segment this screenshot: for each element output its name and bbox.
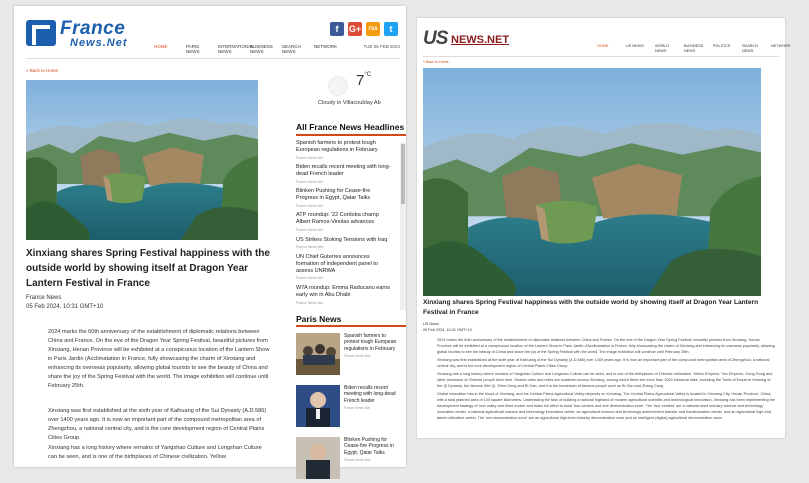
- france-news-page: [14, 6, 406, 467]
- header-divider: [423, 56, 779, 57]
- back-to-home-link[interactable]: « Back to Home: [26, 68, 59, 73]
- logo-sub-text: News.Net: [70, 37, 128, 49]
- article-paragraph: Xinxiang has a long history where remains of Yangshao Culture and Longshan Culture can be seen, and is one of the birthplaces of Chinese civilization. Yellow Emperor, Yan Emperor, Gong Gong and other ancestors of Chinese people lived here. Historic sites and relics are scattered across Xinxiang, among which there are more than 1000 historical sites, including the Tomb of Emperor Huiming of the Qi Dynasty; the famous Wei Qi, Shen Gong and Bi Gan, and it is the hometown of famous people such as Bi Gan and Zhang Cang.: [437, 372, 773, 388]
- weather-temp: $7^{^\circ C}$: [356, 72, 372, 89]
- article-paragraph: Xinxiang has a long history where remains of Yangshao Culture and Longshan Culture can be seen, and is one of the birthplaces of Chinese civilization. Yellow: [48, 445, 262, 461]
- nav-search-news[interactable]: SEARCH NEWS: [742, 44, 758, 53]
- headline-item[interactable]: UN Chief Guterres announces formation of independent panel to assess UNRWA France News Net: [296, 253, 378, 281]
- nav-paris-news[interactable]: PARIS NEWS: [186, 44, 200, 54]
- nav-network[interactable]: NETWORK: [771, 44, 791, 48]
- article-title: Xinxiang shares Spring Festival happiness with the outside world by showing itself at Dragon Year Lantern Festival in France: [26, 248, 270, 289]
- news-thumbnail: [296, 333, 340, 375]
- header-divider: [26, 58, 400, 59]
- headline-item[interactable]: Spanish farmers to protest tough European regulations in February France News Net: [296, 140, 378, 160]
- article-title: Xinxiang shares Spring Festival happiness with the outside world by showing itself at Dragon Year Lantern Festival in France: [423, 299, 759, 317]
- nav-search-news[interactable]: SEARCH NEWS: [282, 44, 301, 54]
- headline-item[interactable]: Blinken Pushing for Cease-fire Progress in Egypt, Qatar Talks France News Net: [296, 188, 371, 208]
- article-source: US News: [423, 322, 439, 326]
- cloud-icon: [330, 78, 346, 94]
- headlines-box: [296, 122, 406, 312]
- article-paragraph: Global innovation has in the blood of Xinxiang, and the Central Plains Agricultural Valley depends on Xinxiang. The Central Plains Agricultural Valley is located in Xinxiang City, Henan Province, China, with a total planned area of 100 square kilometers. Undertaking the task of building a national highland of modern agricultural scientific and technological innovation, Xinxiang has been implementing the development strategy of 'one valley and three zones' and make full effort to build 'four centers and one demonstration zone'. The 'four centers' are a national seed industry science and technology innovation center, a national agricultural science and technology innovation center, an agricultural science and technology achievement transfer and transformation center, and an agricultural high-end talent cultivation center. The 'one demonstration zone' are an agricultural high-tech industry demonstration zone and an intelligent (digital) agricultural demonstration zone.: [437, 392, 775, 420]
- headline-item[interactable]: US Strikes Stoking Tensions with Iraq France News Net: [296, 236, 388, 250]
- us-news-page: [417, 18, 791, 438]
- article-paragraph: 2024 marks the 60th anniversary of the establishment of diplomatic relations between China and France. On the eve of the Dragon Year Spring Festival, beautiful pictures from Xinxiang, Henan Province will be exhibited at a conspicuous location of the Lantern Show in Paris Jardin d'Acclimatation in France, fully showcasing the charm of Xinxiang and enhancing its overseas popularity, allowing global tourists to see the beauty of China and share the joy of the Spring Festival with the world. The image exhibition will continue until February 25th.: [437, 338, 775, 354]
- logo-news-text: NEWS.NET: [451, 34, 510, 46]
- nav-business-news[interactable]: BUSINESS NEWS: [684, 44, 704, 53]
- headline-item[interactable]: ATP roundup: '22 Cordoba champ Albert Ramos-Vinolas advances France News Net: [296, 212, 379, 233]
- article-source: France News: [26, 295, 62, 301]
- article-paragraph: Xinxiang was first established at the sixth year of Kaihuang of the Sui Dynasty (A.D.586) over 1400 years ago. It is now an important part of the compound metropolitan area of Zhengzhou, a national central city, and is the core development region of Central Plains Cities Group.: [48, 408, 267, 442]
- nav-home[interactable]: HOME: [154, 44, 168, 49]
- paris-news-box: [296, 314, 406, 464]
- nav-home[interactable]: HOME: [597, 44, 609, 48]
- nav-business-news[interactable]: BUSINESS NEWS: [250, 44, 273, 54]
- weather-condition: Cloudy in Villacoublay Ab: [318, 100, 381, 106]
- nav-world-news[interactable]: WORLD NEWS: [655, 44, 670, 53]
- nav-international-news[interactable]: INTERNATIONAL NEWS: [218, 44, 254, 54]
- facebook-icon[interactable]: f: [330, 22, 344, 36]
- logo-us-text: US: [423, 28, 448, 49]
- rss-icon[interactable]: rss: [366, 22, 380, 36]
- france-news-logo[interactable]: [26, 20, 146, 48]
- twitter-icon[interactable]: t: [384, 22, 398, 36]
- back-to-home-link[interactable]: « Back to Home: [423, 60, 449, 64]
- article-time: 05 Feb 2024, 10:31 GMT+10: [423, 328, 472, 332]
- paris-news-title: Paris News: [296, 314, 406, 327]
- news-thumbnail: [296, 437, 340, 479]
- nav-us-news[interactable]: US NEWS: [626, 44, 644, 48]
- article-hero-image: [423, 68, 761, 296]
- logo-mark-icon: [26, 20, 56, 46]
- article-paragraph: Xinxiang was first established at the sixth year of Kaihuang of the Sui Dynasty (A.D.586) over 1400 years ago. It is now an important part of the compound metropolitan area of Zhengzhou, a national central city, and is the core development region of Central Plains Cities Group.: [437, 358, 770, 368]
- headlines-title: All France News Headlines: [296, 122, 406, 136]
- article-hero-image: [26, 80, 258, 240]
- news-thumbnail: [296, 385, 340, 427]
- headline-item[interactable]: WTA roundup: Emma Raducanu earns early win in Abu Dhabi France News Net: [296, 284, 391, 305]
- article-time: 05 Feb 2024, 10:31 GMT+10: [26, 304, 104, 310]
- nav-network[interactable]: NETWORK: [314, 44, 337, 49]
- paris-news-item[interactable]: Blinken Pushing for Cease-fire Progress in Egypt, Qatar Talks France News Net: [296, 437, 406, 483]
- logo-main-text: France: [60, 18, 126, 39]
- article-paragraph: 2024 marks the 60th anniversary of the establishment of diplomatic relations between China and France. On the eve of the Dragon Year Spring Festival, beautiful pictures from Xinxiang, Henan Province will be exhibited at a conspicuous location of the Lantern Show in Paris Jardin (Acclimatation in France, fully showcasing the charm of Xinxiang and enhancing its overseas popularity, allowing global tourists to see the beauty of China and share the joy of the Spring Festival with the world. The image exhibition will continue until February 25th.: [48, 329, 270, 390]
- nav-politics[interactable]: POLITICS: [713, 44, 731, 48]
- social-icons: [330, 22, 398, 36]
- main-nav: [154, 44, 336, 54]
- headlines-scrollbar[interactable]: [400, 142, 406, 310]
- headline-item[interactable]: Biden recalls recent meeting with long-dead French leader France News Net: [296, 164, 391, 184]
- paris-news-item[interactable]: Spanish farmers to protest tough European regulations in February France News Net: [296, 333, 406, 379]
- us-news-logo[interactable]: [423, 28, 523, 50]
- weather-widget: [314, 70, 404, 120]
- google-plus-icon[interactable]: G+: [348, 24, 362, 34]
- us-main-nav: [597, 44, 791, 53]
- paris-news-item[interactable]: Biden recalls recent meeting with long-dead French leader France News Net: [296, 385, 406, 431]
- header-date: TUE 06 FEB 2024: [363, 44, 400, 49]
